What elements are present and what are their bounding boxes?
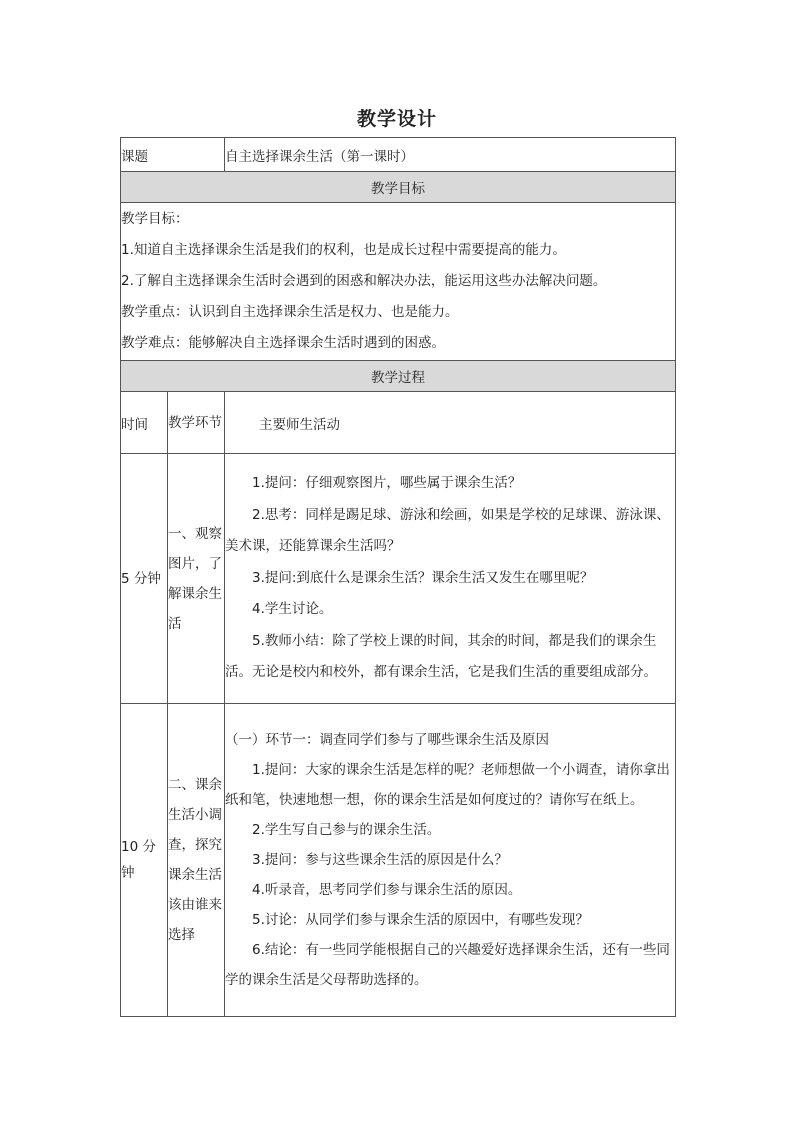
topic-label: 课题 [121, 138, 225, 172]
activity-subheading: （一）环节一：调查同学们参与了哪些课余生活及原因 [225, 732, 549, 748]
activity-line: 5.讨论：从同学们参与课余生活的原因中，有哪些发现？ [252, 912, 589, 928]
column-header-main-activity: 主要师生活动 [225, 392, 676, 454]
activity-line: 4.学生讨论。 [252, 601, 333, 618]
objectives-content [121, 203, 676, 361]
topic-value: 自主选择课余生活（第一课时） [225, 138, 676, 172]
process-time: 5 分钟 [121, 454, 168, 704]
activity-line: 3.提问：参与这些课余生活的原因是什么？ [252, 852, 508, 868]
process-activities [225, 454, 676, 704]
objectives-line: 教学难点：能够解决自主选择课余生活时遇到的困惑。 [121, 335, 445, 351]
process-header-row [121, 361, 676, 392]
objectives-line: 教学重点：认识到自主选择课余生活是权力、也是能力。 [121, 304, 459, 320]
process-stage: 二、课余生活小调查，探究课余生活该由谁来选择 [168, 704, 225, 1017]
activity-line: 1.提问：大家的课余生活是怎样的呢？老师想做一个小调查，请你拿出纸和笔，快速地想一想，你的课余生活是如何度过的？请你写在纸上。 [225, 762, 670, 808]
process-stage: 一、观察图片，了解课余生活 [168, 454, 225, 704]
activity-line: 2.思考：同样是踢足球、游泳和绘画，如果是学校的足球课、游泳课、美术课，还能算课余生活吗？ [225, 506, 670, 555]
column-header-stage: 教学环节 [168, 392, 225, 454]
objectives-line: 教学目标： [121, 211, 189, 227]
activity-line: 5.教师小结：除了学校上课的时间，其余的时间，都是我们的课余生活。无论是校内和校外，都有课余生活，它是我们生活的重要组成部分。 [225, 632, 657, 681]
process-header: 教学过程 [121, 361, 676, 392]
activity-line: 3.提问:到底什么是课余生活？课余生活又发生在哪里呢？ [252, 569, 594, 586]
column-header-time: 时间 [121, 392, 168, 454]
process-activities [225, 704, 676, 1017]
lesson-plan-table [120, 137, 676, 1017]
process-row [121, 454, 676, 704]
objectives-row [121, 203, 676, 361]
objectives-line: 2.了解自主选择课余生活时会遇到的困惑和解决办法，能运用这些办法解决问题。 [121, 273, 607, 289]
process-time: 10 分钟 [121, 704, 168, 1017]
topic-row [121, 138, 676, 172]
page-title: 教学设计 [356, 108, 437, 130]
objectives-line: 1.知道自主选择课余生活是我们的权利，也是成长过程中需要提高的能力。 [121, 242, 566, 258]
process-column-header-row [121, 392, 676, 454]
activity-line: 4.听录音，思考同学们参与课余生活的原因。 [252, 882, 522, 898]
objectives-header-row [121, 172, 676, 203]
process-row [121, 704, 676, 1017]
objectives-header: 教学目标 [121, 172, 676, 203]
activity-line: 6.结论：有一些同学能根据自己的兴趣爱好选择课余生活，还有一些同学的课余生活是父母帮助选择的。 [225, 942, 670, 988]
activity-line: 2.学生写自己参与的课余生活。 [252, 822, 441, 838]
activity-line: 1.提问：仔细观察图片，哪些属于课余生活？ [252, 475, 522, 492]
